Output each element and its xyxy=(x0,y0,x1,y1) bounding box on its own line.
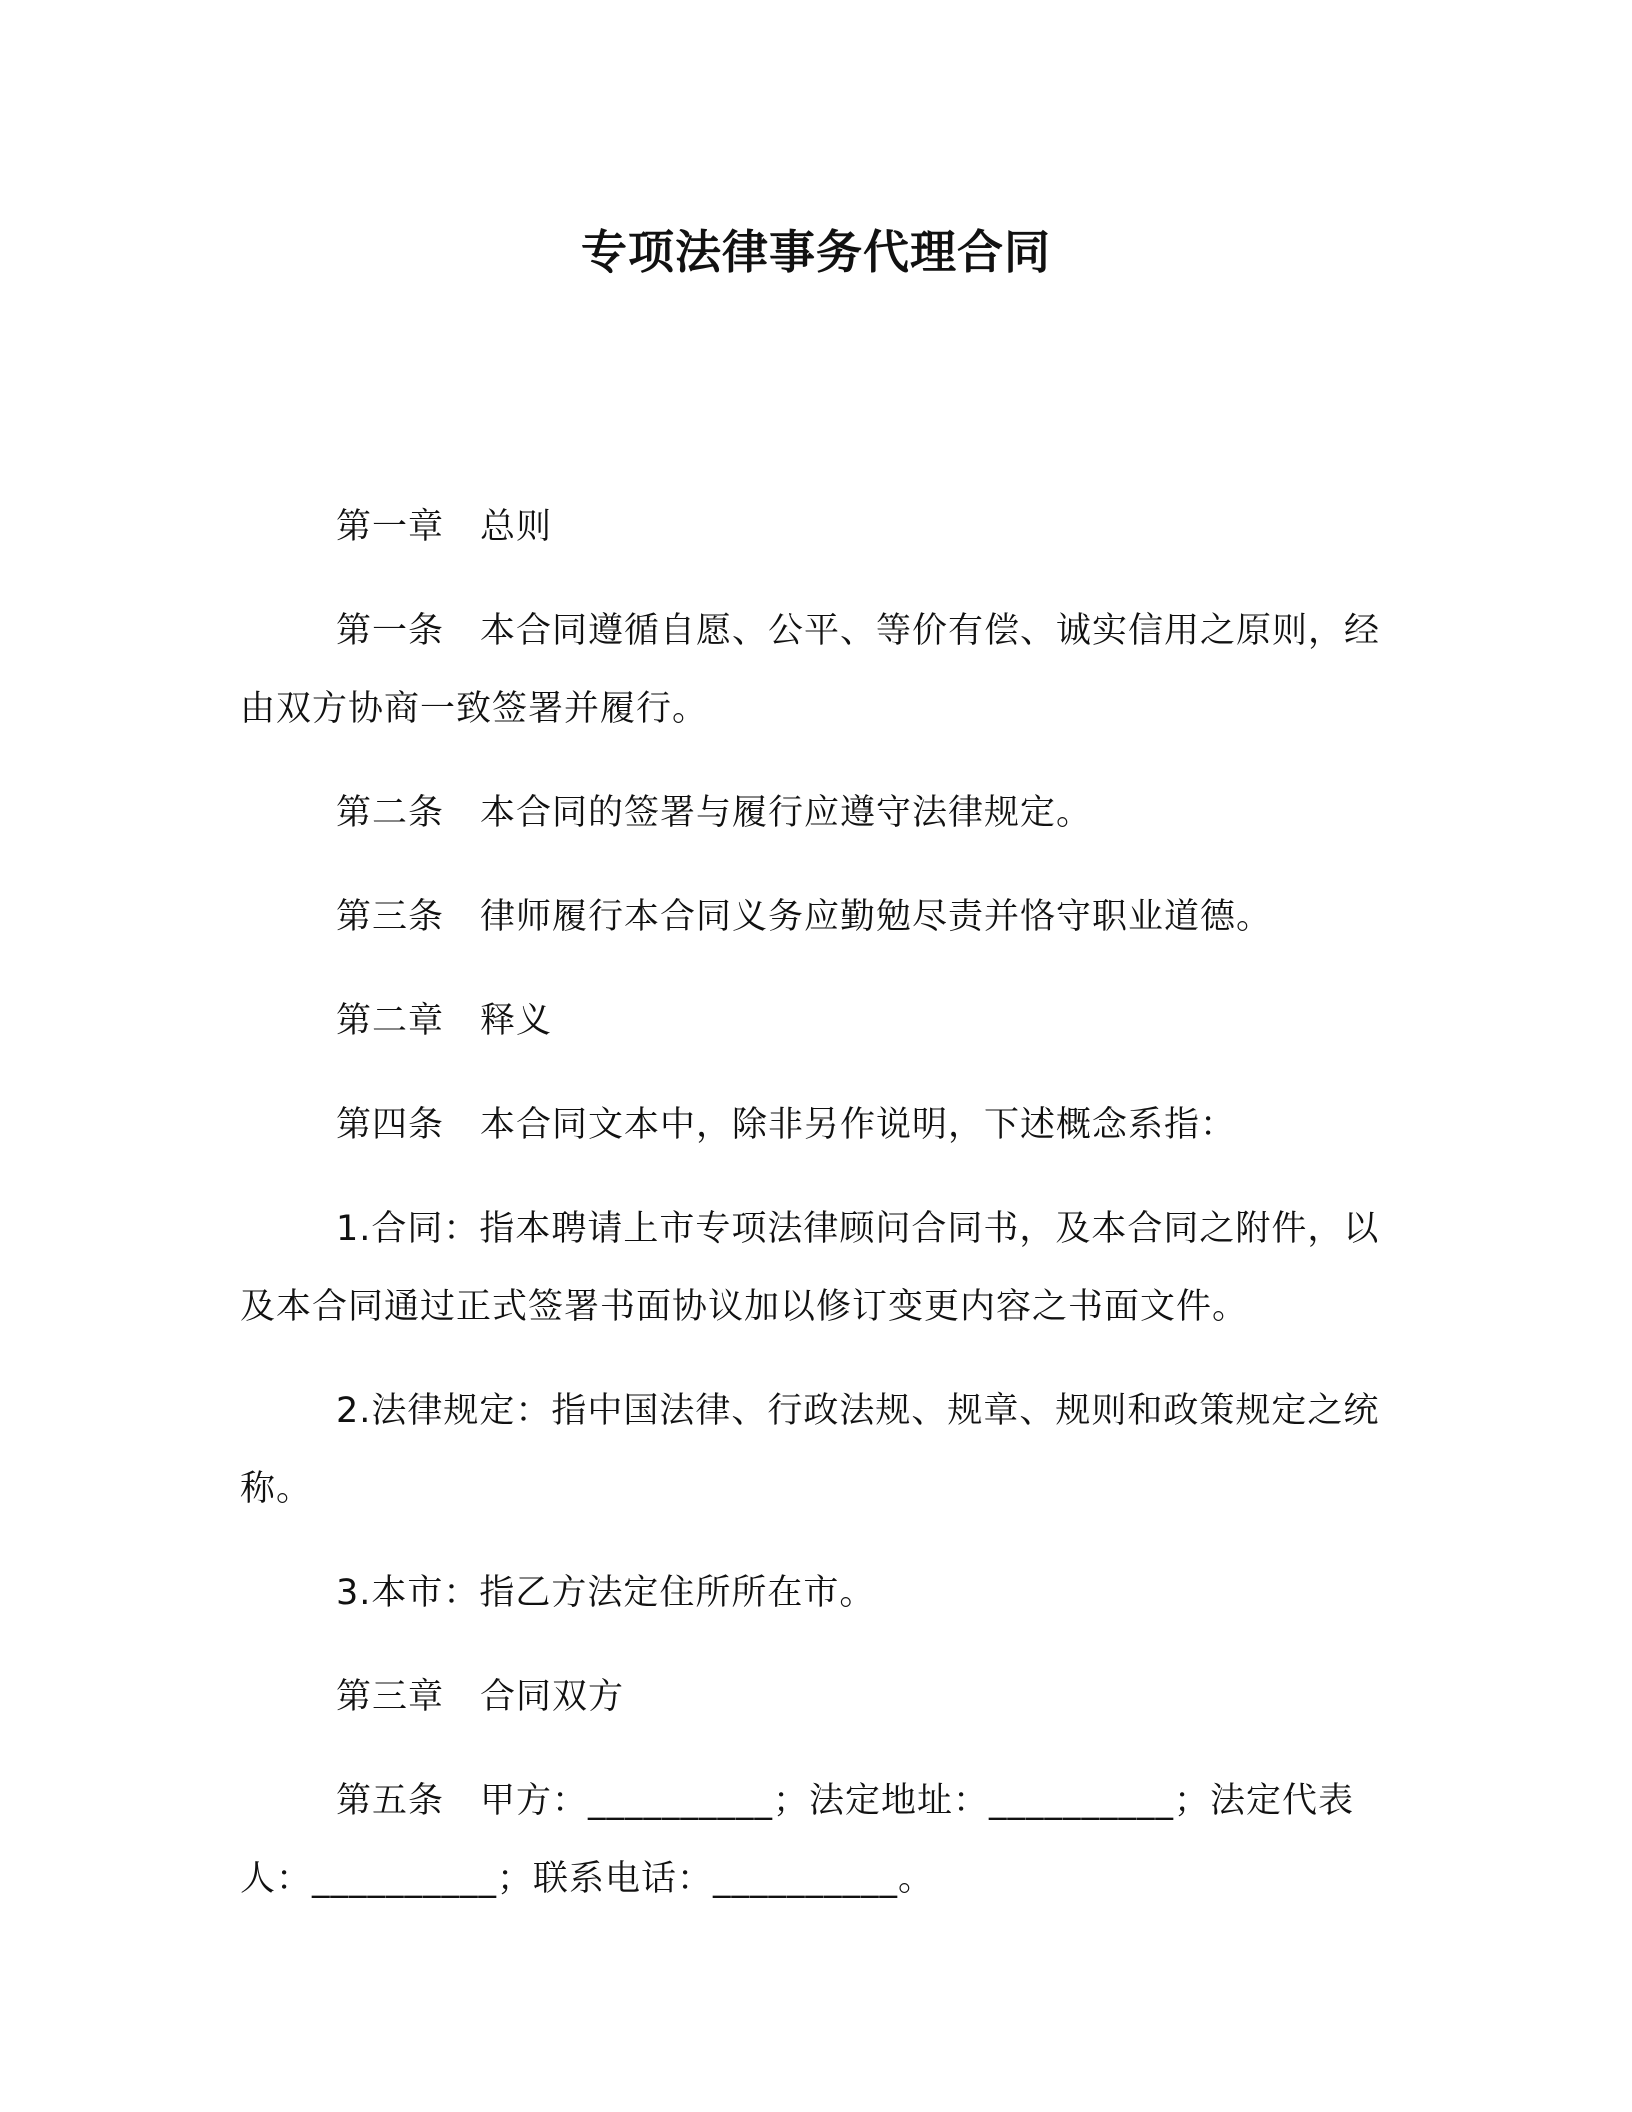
definition-text: 2.法律规定：指中国法律、行政法规、规章、规则和政策规定之统称。 xyxy=(240,1391,1380,1509)
article-text: 律师履行本合同义务应勤勉尽责并恪守职业道德。 xyxy=(480,897,1273,937)
article-paragraph xyxy=(240,1762,1390,1918)
article-label: 第三条 xyxy=(336,897,445,937)
definition-item xyxy=(240,1372,1390,1528)
document-body xyxy=(240,488,1390,1944)
article-text: 本合同的签署与履行应遵守法律规定。 xyxy=(480,793,1093,833)
definition-text: 3.本市：指乙方法定住所所在市。 xyxy=(336,1573,876,1613)
definition-text: 1.合同：指本聘请上市专项法律顾问合同书，及本合同之附件，以及本合同通过正式签署书面协议加以修订变更内容之书面文件。 xyxy=(240,1209,1380,1327)
document-title: 专项法律事务代理合同 xyxy=(581,225,1051,279)
article-paragraph xyxy=(240,878,1390,956)
article-label: 第五条 xyxy=(336,1781,445,1821)
chapter-title: 合同双方 xyxy=(480,1677,625,1717)
chapter-label: 第三章 xyxy=(336,1677,445,1717)
definition-item xyxy=(240,1190,1390,1346)
article-label: 第四条 xyxy=(336,1105,445,1145)
chapter-label: 第一章 xyxy=(336,507,445,547)
chapter-heading xyxy=(240,982,1390,1060)
article-label: 第一条 xyxy=(336,611,445,651)
chapter-label: 第二章 xyxy=(336,1001,445,1041)
chapter-heading xyxy=(240,1658,1390,1736)
chapter-heading xyxy=(240,488,1390,566)
article-label: 第二条 xyxy=(336,793,445,833)
article-paragraph xyxy=(240,1086,1390,1164)
chapter-title: 总则 xyxy=(480,507,553,547)
article-paragraph xyxy=(240,592,1390,748)
definition-item xyxy=(240,1554,1390,1632)
article-paragraph xyxy=(240,774,1390,852)
chapter-title: 释义 xyxy=(480,1001,553,1041)
article-text: 甲方：__________；法定地址：__________；法定代表人：__________；联系电话：__________。 xyxy=(240,1781,1355,1899)
article-text: 本合同文本中，除非另作说明，下述概念系指： xyxy=(480,1105,1237,1145)
article-text: 本合同遵循自愿、公平、等价有偿、诚实信用之原则，经由双方协商一致签署并履行。 xyxy=(240,611,1381,729)
